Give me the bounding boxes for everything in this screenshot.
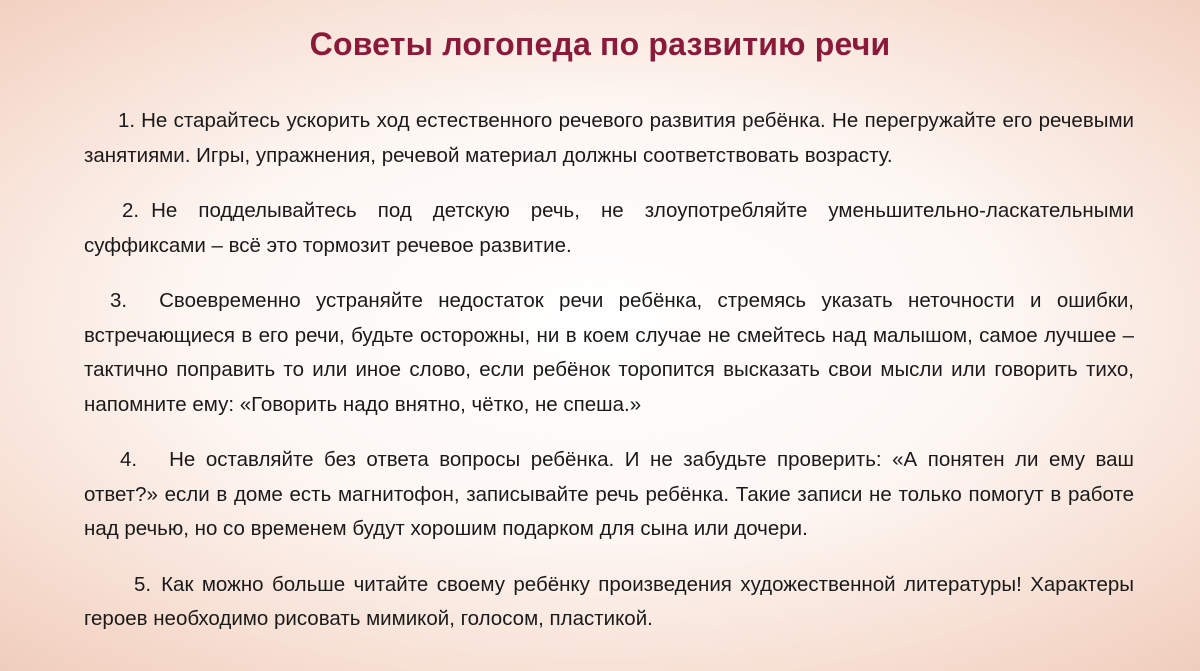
tip-text: Не подделывайтесь под детскую речь, не злоупотребляйте уменьшительно-ласкательными суффиксами – всё это тормозит речевое развитие. (84, 199, 1134, 257)
tip-item-2 (84, 194, 1134, 263)
tip-number: 1. (118, 109, 136, 132)
tips-list (84, 104, 1134, 658)
tip-item-3 (84, 284, 1134, 422)
tip-number: 2. (122, 199, 140, 222)
tip-text: Не старайтесь ускорить ход естественного речевого развития ребёнка. Не перегружайте его речевыми занятиями. Игры, упражнения, речевой материал должны соответствовать возрасту. (84, 109, 1134, 167)
tip-number: 4. (120, 448, 138, 471)
tip-number: 3. (110, 289, 128, 312)
tip-item-1 (84, 104, 1134, 173)
tip-number: 5. (134, 572, 152, 596)
tip-item-4 (84, 443, 1134, 547)
tip-text: Не оставляйте без ответа вопросы ребёнка. И не забудьте проверить: «А понятен ли ему ваш ответ?» если в доме есть магнитофон, записывайте речь ребёнка. Такие записи не только помогут в работе над речью, но со временем будут хорошим подарком для сына или дочери. (84, 448, 1134, 540)
tip-item-5 (84, 568, 1134, 637)
page-title: Советы логопеда по развитию речи (309, 26, 891, 62)
tip-text: Как можно больше читайте своему ребёнку произведения художественной литературы! Характеры героев необходимо рисовать мимикой, голосом, пластикой. (84, 572, 1134, 630)
tip-text: Своевременно устраняйте недостаток речи ребёнка, стремясь указать неточности и ошибки, встречающиеся в его речи, будьте осторожны, ни в коем случае не смейтесь над малышом, самое лучшее – тактично поправить то или иное слово, если ребёнок торопится высказать свои мысли или говорить тихо, напомните ему: «Говорить надо внятно, чётко, не спеша.» (84, 289, 1134, 416)
